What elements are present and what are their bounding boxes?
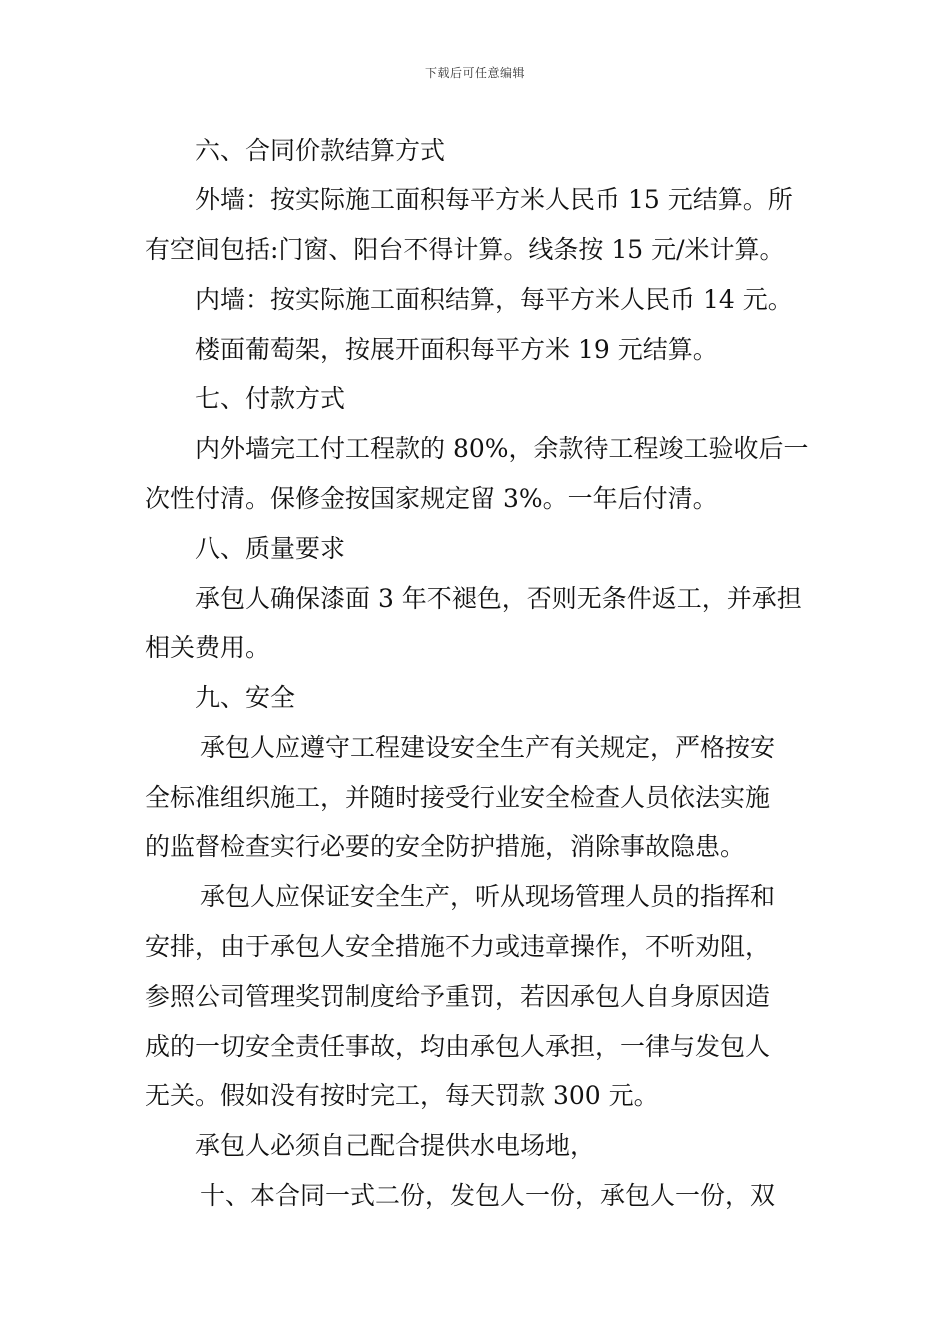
paragraph-line: 内墙：按实际施工面积结算，每平方米人民币 14 元。 bbox=[195, 285, 793, 314]
paragraph-line: 外墙：按实际施工面积每平方米人民币 15 元结算。所 bbox=[195, 185, 793, 214]
paragraph-line: 参照公司管理奖罚制度给予重罚，若因承包人自身原因造 bbox=[145, 982, 771, 1011]
section-heading-10: 十、本合同一式二份，发包人一份，承包人一份，双 bbox=[200, 1181, 776, 1210]
section-heading-9: 九、安全 bbox=[195, 683, 296, 712]
page-header: 下载后可任意编辑 bbox=[424, 66, 525, 80]
paragraph-line: 的监督检查实行必要的安全防护措施，消除事故隐患。 bbox=[145, 832, 746, 861]
paragraph-line: 内外墙完工付工程款的 80%，余款待工程竣工验收后一 bbox=[195, 434, 809, 463]
paragraph-line: 成的一切安全责任事故，均由承包人承担，一律与发包人 bbox=[145, 1032, 771, 1061]
paragraph-line: 承包人确保漆面 3 年不褪色，否则无条件返工，并承担 bbox=[195, 584, 802, 613]
section-heading-7: 七、付款方式 bbox=[195, 384, 346, 413]
paragraph-line: 承包人应遵守工程建设安全生产有关规定，严格按安 bbox=[200, 733, 776, 762]
paragraph-line: 安排，由于承包人安全措施不力或违章操作，不听劝阻， bbox=[145, 932, 771, 961]
paragraph-line: 相关费用。 bbox=[145, 633, 271, 662]
section-heading-6: 六、合同价款结算方式 bbox=[195, 136, 446, 165]
paragraph-line: 全标准组织施工，并随时接受行业安全检查人员依法实施 bbox=[145, 783, 771, 812]
paragraph-line: 无关。假如没有按时完工，每天罚款 300 元。 bbox=[145, 1081, 659, 1110]
paragraph-line: 楼面葡萄架，按展开面积每平方米 19 元结算。 bbox=[195, 335, 718, 364]
paragraph-line: 次性付清。保修金按国家规定留 3%。一年后付清。 bbox=[145, 484, 718, 513]
paragraph-line: 有空间包括:门窗、阳台不得计算。线条按 15 元/米计算。 bbox=[145, 235, 785, 264]
paragraph-line: 承包人必须自己配合提供水电场地， bbox=[195, 1131, 596, 1160]
paragraph-line: 承包人应保证安全生产，听从现场管理人员的指挥和 bbox=[200, 882, 776, 911]
section-heading-8: 八、质量要求 bbox=[195, 534, 346, 563]
